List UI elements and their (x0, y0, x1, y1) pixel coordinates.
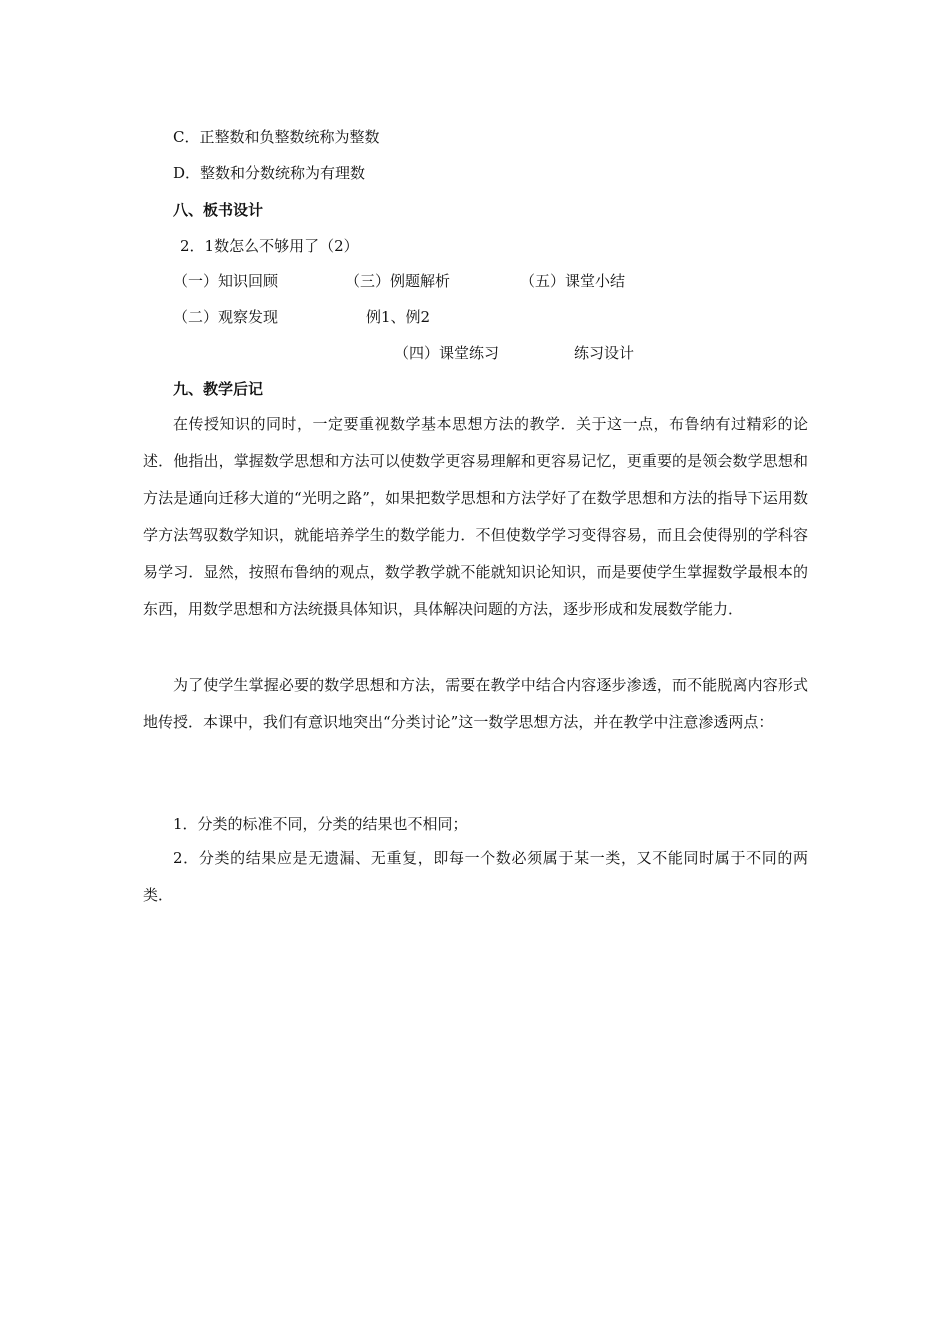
option-c: C．正整数和负整数统称为整数 (173, 128, 380, 146)
board-row-2-col-1: （二）观察发现 (173, 308, 279, 326)
point-2: 2．分类的结果应是无遗漏、无重复，即每一个数必须属于某一类，又不能同时属于不同的两类． (143, 849, 808, 904)
section-9-heading: 九、教学后记 (173, 380, 264, 398)
board-row-1-col-2: （三）例题解析 (345, 272, 451, 290)
afterword-paragraph-1: 在传授知识的同时，一定要重视数学基本思想方法的教学．关于这一点，布鲁纳有过精彩的论述．他指出，掌握数学思想和方法可以使数学更容易理解和更容易记忆，更重要的是领会数学思想和方法是通向迁移大道的“光明之路”，如果把数学思想和方法学好了在数学思想和方法的指导下运用数学方法驾驭数学知识，就能培养学生的数学能力．不但使数学学习变得容易，而且会使得别的学科容易学习．显然，按照布鲁纳的观点，数学教学就不能就知识论知识，而是要使学生掌握数学最根本的东西，用数学思想和方法统摄具体知识，具体解决问题的方法，逐步形成和发展数学能力． (143, 415, 808, 618)
option-d: D．整数和分数统称为有理数 (173, 164, 366, 182)
board-row-3-col-1: （四）课堂练习 (394, 344, 500, 362)
board-row-3-col-2: 练习设计 (574, 344, 635, 362)
board-row-2-col-2: 例1、例2 (366, 308, 431, 326)
board-row-1-col-3: （五）课堂小结 (520, 272, 626, 290)
point-1: 1．分类的标准不同，分类的结果也不相同； (173, 815, 468, 833)
section-8-heading: 八、板书设计 (173, 201, 264, 219)
afterword-paragraph-2: 为了使学生掌握必要的数学思想和方法，需要在教学中结合内容逐步渗透，而不能脱离内容形式地传授．本课中，我们有意识地突出“分类讨论”这一数学思想方法，并在教学中注意渗透两点： (143, 676, 808, 731)
board-title: 2．1数怎么不够用了（2） (180, 237, 359, 255)
board-row-1-col-1: （一）知识回顾 (173, 272, 279, 290)
